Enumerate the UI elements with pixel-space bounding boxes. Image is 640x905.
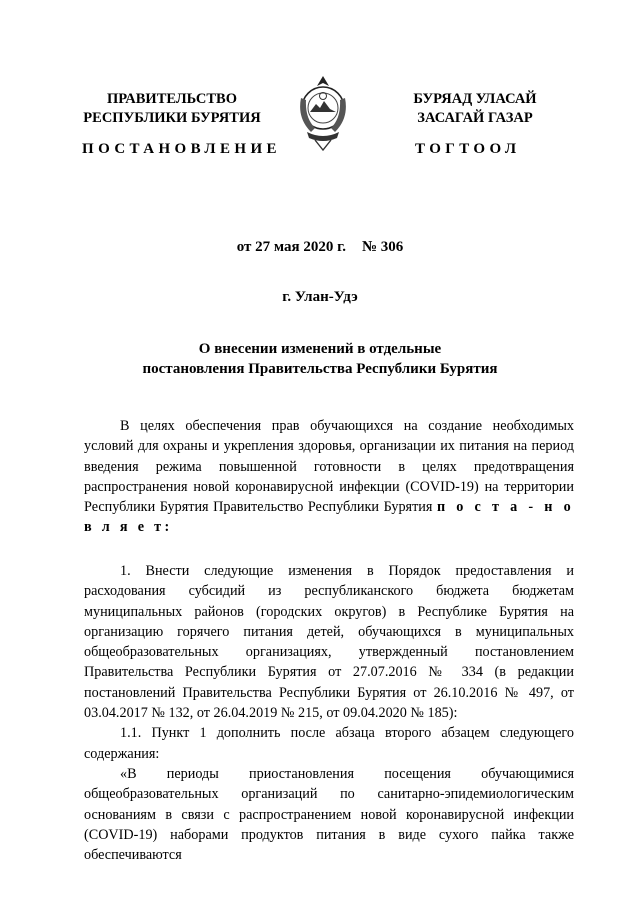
document-city: г. Улан-Удэ — [282, 289, 358, 305]
resolution-items — [84, 561, 574, 865]
issuer-bua — [360, 90, 590, 128]
doc-type-ru: ПОСТАНОВЛЕНИЕ — [82, 141, 281, 157]
title-line-2: постановления Правительства Республики Бурятия — [142, 361, 498, 377]
document-number: № 306 — [361, 239, 404, 255]
resolves-word: п о с т а - н о в л я е т: — [84, 499, 574, 536]
preamble-text: В целях обеспечения прав обучающихся на создание необходимых условий для охраны и укрепления здоровья, организации их питания на период введения режима повышенной готовности в целях предотвращения распространения новой коронавирусной инфекции (COVID-19) на территории Республики Бурятия Правительство Республики Бурятия — [84, 418, 574, 516]
amendment-quote: «В периоды приостановления посещения обучающимися общеобразовательных организаций по санитарно-эпидемиологическим основаниям в связи с распространением новой коронавирусной инфекции (COVID-19) наборами продуктов питания в виде сухого пайка также обеспечиваются — [84, 765, 574, 864]
coat-of-arms-icon — [293, 74, 353, 152]
date-number-line — [0, 239, 640, 256]
issuer-bua-line1: БУРЯАД УЛАСАЙ — [413, 91, 537, 107]
document-date: от 27 мая 2020 г. — [236, 239, 346, 255]
issuer-ru-line2: РЕСПУБЛИКИ БУРЯТИЯ — [83, 110, 261, 126]
document-title — [0, 339, 640, 379]
issuer-ru — [62, 90, 282, 128]
doc-type-bua: ТОГТООЛ — [415, 141, 521, 157]
issuer-bua-line2: ЗАСАГАЙ ГАЗАР — [417, 110, 533, 126]
title-line-1: О внесении изменений в отдельные — [198, 341, 442, 357]
item-1-1: 1.1. Пункт 1 дополнить после абзаца второго абзацем следующего содержания: — [84, 725, 574, 762]
preamble — [84, 416, 574, 538]
item-1: 1. Внести следующие изменения в Порядок предоставления и расходования субсидий из республиканского бюджета бюджетам муниципальных районов (городских округов) в Республике Бурятия на организацию горячего питания детей, обучающихся в муниципальных общеобразовательных организациях, утвержденный постановлением Правительства Республики Бурятия от 27.07.2016 № 334 (в редакции постановлений Правительства Республики Бурятия от 26.10.2016 № 497, от 03.04.2017 № 132, от 26.04.2019 № 215, от 09.04.2020 № 185): — [84, 563, 574, 722]
issuer-ru-line1: ПРАВИТЕЛЬСТВО — [107, 91, 237, 107]
